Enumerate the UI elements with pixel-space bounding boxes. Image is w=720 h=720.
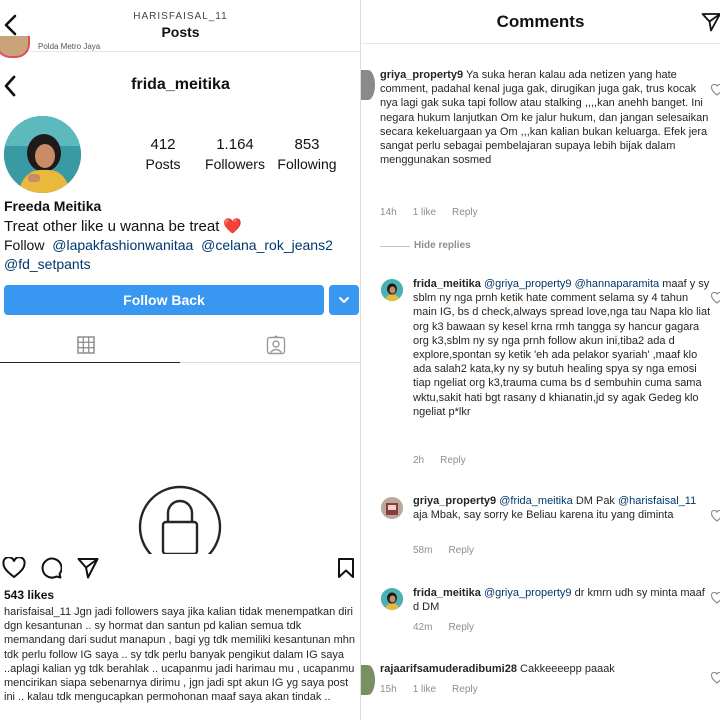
reply-button[interactable]: Reply — [448, 545, 475, 556]
reply-button[interactable]: Reply — [452, 207, 478, 218]
profile-tabs — [0, 329, 361, 363]
profile-avatar[interactable] — [4, 116, 81, 193]
suggestions-dropdown-button[interactable] — [329, 285, 359, 315]
comments-title: Comments — [496, 12, 585, 31]
comment-mention-link[interactable]: @griya_property9 — [483, 587, 572, 599]
comment-mention-link[interactable]: @frida_meitika — [499, 495, 573, 507]
bio-mention-link[interactable]: @celana_rok_jeans2 — [201, 237, 333, 253]
bio-mention-link[interactable]: @lapakfashionwanitaa — [52, 237, 194, 253]
comment-username[interactable]: rajaarifsamuderadibumi28 — [380, 663, 517, 675]
posts-page-title: Posts — [161, 24, 200, 40]
comment-content: Ya suka heran kalau ada netizen yang hate comment, padahal kenal juga gak, dirugikan juga gak, trus kocak nya lagi gak suka tapi follow atau stalking ,,,,kan anehh banget. Ini negara hukum lanjutkan Om ke jalur hukum, dan jangan selesaikan secara kekeluargaan ya Om ,,,kan kalian bukan keluarga. Efek jera sangat perlu sebagai pembelajaran supaya lebih bijak dalam menggunakan sosmed — [380, 69, 709, 167]
comment-meta — [380, 207, 478, 218]
share-icon[interactable] — [77, 557, 99, 579]
comment-username[interactable]: griya_property9 — [413, 495, 497, 507]
heart-icon[interactable] — [711, 292, 720, 304]
following-count-value: 853 — [294, 136, 320, 153]
comment-time: 58m — [413, 545, 433, 556]
comment-username[interactable]: frida_meitika — [413, 587, 481, 599]
bio-follow-word: Follow — [4, 237, 45, 253]
bio-text — [4, 217, 242, 235]
posts-count-value: 412 — [150, 136, 176, 153]
comments-screenshot-panel — [361, 0, 720, 720]
followers-count-value: 1.164 — [216, 136, 254, 153]
commenter-avatar[interactable] — [361, 70, 375, 100]
comment-meta — [413, 455, 466, 466]
commenter-avatar[interactable] — [381, 279, 403, 301]
comment-mention-link[interactable]: @hannaparamita — [574, 278, 660, 290]
profile-full-name: Freeda Meitika — [4, 198, 102, 214]
comment-content: aja Mbak, say sorry ke Beliau karena itu yang diminta — [413, 509, 674, 522]
avatar-photo — [381, 588, 403, 610]
comment-mention-link[interactable]: @griya_property9 — [483, 278, 572, 290]
following-count-label: Following — [277, 156, 337, 172]
comment-meta — [380, 684, 478, 695]
bio-mention-link[interactable]: @fd_setpants — [4, 256, 91, 272]
post-location[interactable]: Polda Metro Jaya — [38, 42, 101, 51]
posts-count — [134, 136, 192, 172]
comment-icon[interactable] — [40, 557, 62, 579]
heart-icon[interactable] — [711, 84, 720, 96]
comment-mention-link[interactable]: @harisfaisal_11 — [618, 495, 697, 507]
profile-header — [0, 64, 361, 108]
post-action-bar — [0, 554, 361, 584]
reply-button[interactable]: Reply — [452, 684, 478, 695]
avatar-photo — [381, 279, 403, 301]
tagged-person-icon — [266, 335, 286, 355]
bio-follow-mentions — [4, 236, 361, 274]
hide-replies-button[interactable]: Hide replies — [414, 240, 471, 251]
comment-content: dr kmrn udh sy minta maaf d DM — [413, 587, 705, 614]
heart-icon[interactable] — [711, 510, 720, 522]
profile-photo — [4, 116, 81, 193]
send-direct-icon[interactable] — [701, 12, 720, 32]
comment-meta — [413, 545, 474, 556]
post-author-avatar[interactable] — [0, 36, 30, 58]
comment-text — [380, 68, 712, 167]
commenter-avatar[interactable] — [381, 497, 403, 519]
follow-back-button[interactable]: Follow Back — [4, 285, 324, 315]
followers-count-label: Followers — [205, 156, 265, 172]
avatar-photo — [381, 497, 403, 519]
comment-meta — [413, 622, 474, 633]
comment-username[interactable]: frida_meitika — [413, 278, 481, 290]
bookmark-icon[interactable] — [337, 557, 355, 579]
comment-time: 2h — [413, 455, 425, 466]
following-count[interactable] — [272, 136, 342, 172]
hide-replies-divider — [380, 246, 410, 247]
profile-username: frida_meitika — [131, 76, 230, 93]
comment-time: 42m — [413, 622, 433, 633]
posts-count-label: Posts — [145, 156, 181, 172]
chevron-down-icon — [329, 285, 359, 315]
reply-button[interactable]: Reply — [440, 455, 466, 466]
reply-button[interactable]: Reply — [448, 622, 475, 633]
caption-username[interactable]: harisfaisal_11 — [4, 606, 72, 618]
comment-username[interactable]: griya_property9 — [380, 69, 464, 81]
followers-count[interactable] — [200, 136, 270, 172]
post-caption — [4, 605, 356, 704]
comment-text — [380, 662, 712, 676]
heart-icon[interactable] — [711, 672, 720, 684]
tab-posts-grid[interactable] — [0, 329, 180, 363]
comment-text — [413, 494, 713, 522]
commenter-avatar[interactable] — [381, 588, 403, 610]
comment-text — [413, 586, 713, 614]
commenter-avatar[interactable] — [361, 665, 375, 695]
comment-likes-link[interactable]: 1 like — [412, 684, 437, 695]
comment-time: 14h — [380, 207, 397, 218]
comment-content: Cakkeeeepp paaak — [520, 663, 615, 675]
caption-text: Jgn jadi followers saya jika kalian tidak menempatkan diri dgn kesantunan .. sy hormat dan santun pd kalian semua tdk memandang dari sudut manapun , bagi yg tdk memiliki kesantunan mhn tdk perlu follow IG saya .. sy tdk perlu banyak pengikut dalam IG saya ..aplagi kalian yg tdk berahlak .. ucapanmu jadi harimau mu , ucapanmu mencirikan siapa sebenarnya dirimu , jgn jadi spt akun IG yg saya post ini .. kalau tdk mengucapkan permohonan maaf saya akan tindak .. — [4, 606, 355, 704]
comment-content: maaf y sy sblm ny nga prnh ketik hate comment selama sy 4 tahun main IG, bs d check,always spread love,nga tau Napa klo liat org k3 bawaan sy kesel krna rmh tangga sy hancur gagara org k3,sblm ny sy nga prnh follow akun ini,tiba2 ada d explore,spontan sy ketik 'eh ada pelakor syariah' ,maaf klo ada salah2 kata,ky ny sy butuh healing spya sy nga emosi tiap ngeliat org k3,trauma cuma bs d sembuhin cuma sama wktu,sakit hati bgt rasany d khianatin,jd sy agak Gedeg klo ngeliat p*lkr — [413, 278, 711, 418]
comment-time: 15h — [380, 684, 397, 695]
heart-icon[interactable] — [711, 592, 720, 604]
heart-icon[interactable] — [2, 557, 26, 579]
grid-icon — [77, 336, 95, 354]
comment-content: DM Pak — [575, 495, 615, 507]
heart-emoji-icon: ❤️ — [223, 218, 243, 235]
tab-tagged[interactable] — [180, 329, 361, 363]
bio-line-text: Treat other like u wanna be treat — [4, 218, 220, 235]
lock-icon — [137, 484, 223, 554]
post-likes-count[interactable]: 543 likes — [4, 588, 55, 602]
posts-owner-username: HARISFAISAL_11 — [133, 11, 228, 22]
comment-likes-link[interactable]: 1 like — [412, 207, 437, 218]
posts-top-header — [0, 0, 361, 52]
comment-text — [413, 277, 713, 419]
comments-header — [361, 0, 720, 44]
